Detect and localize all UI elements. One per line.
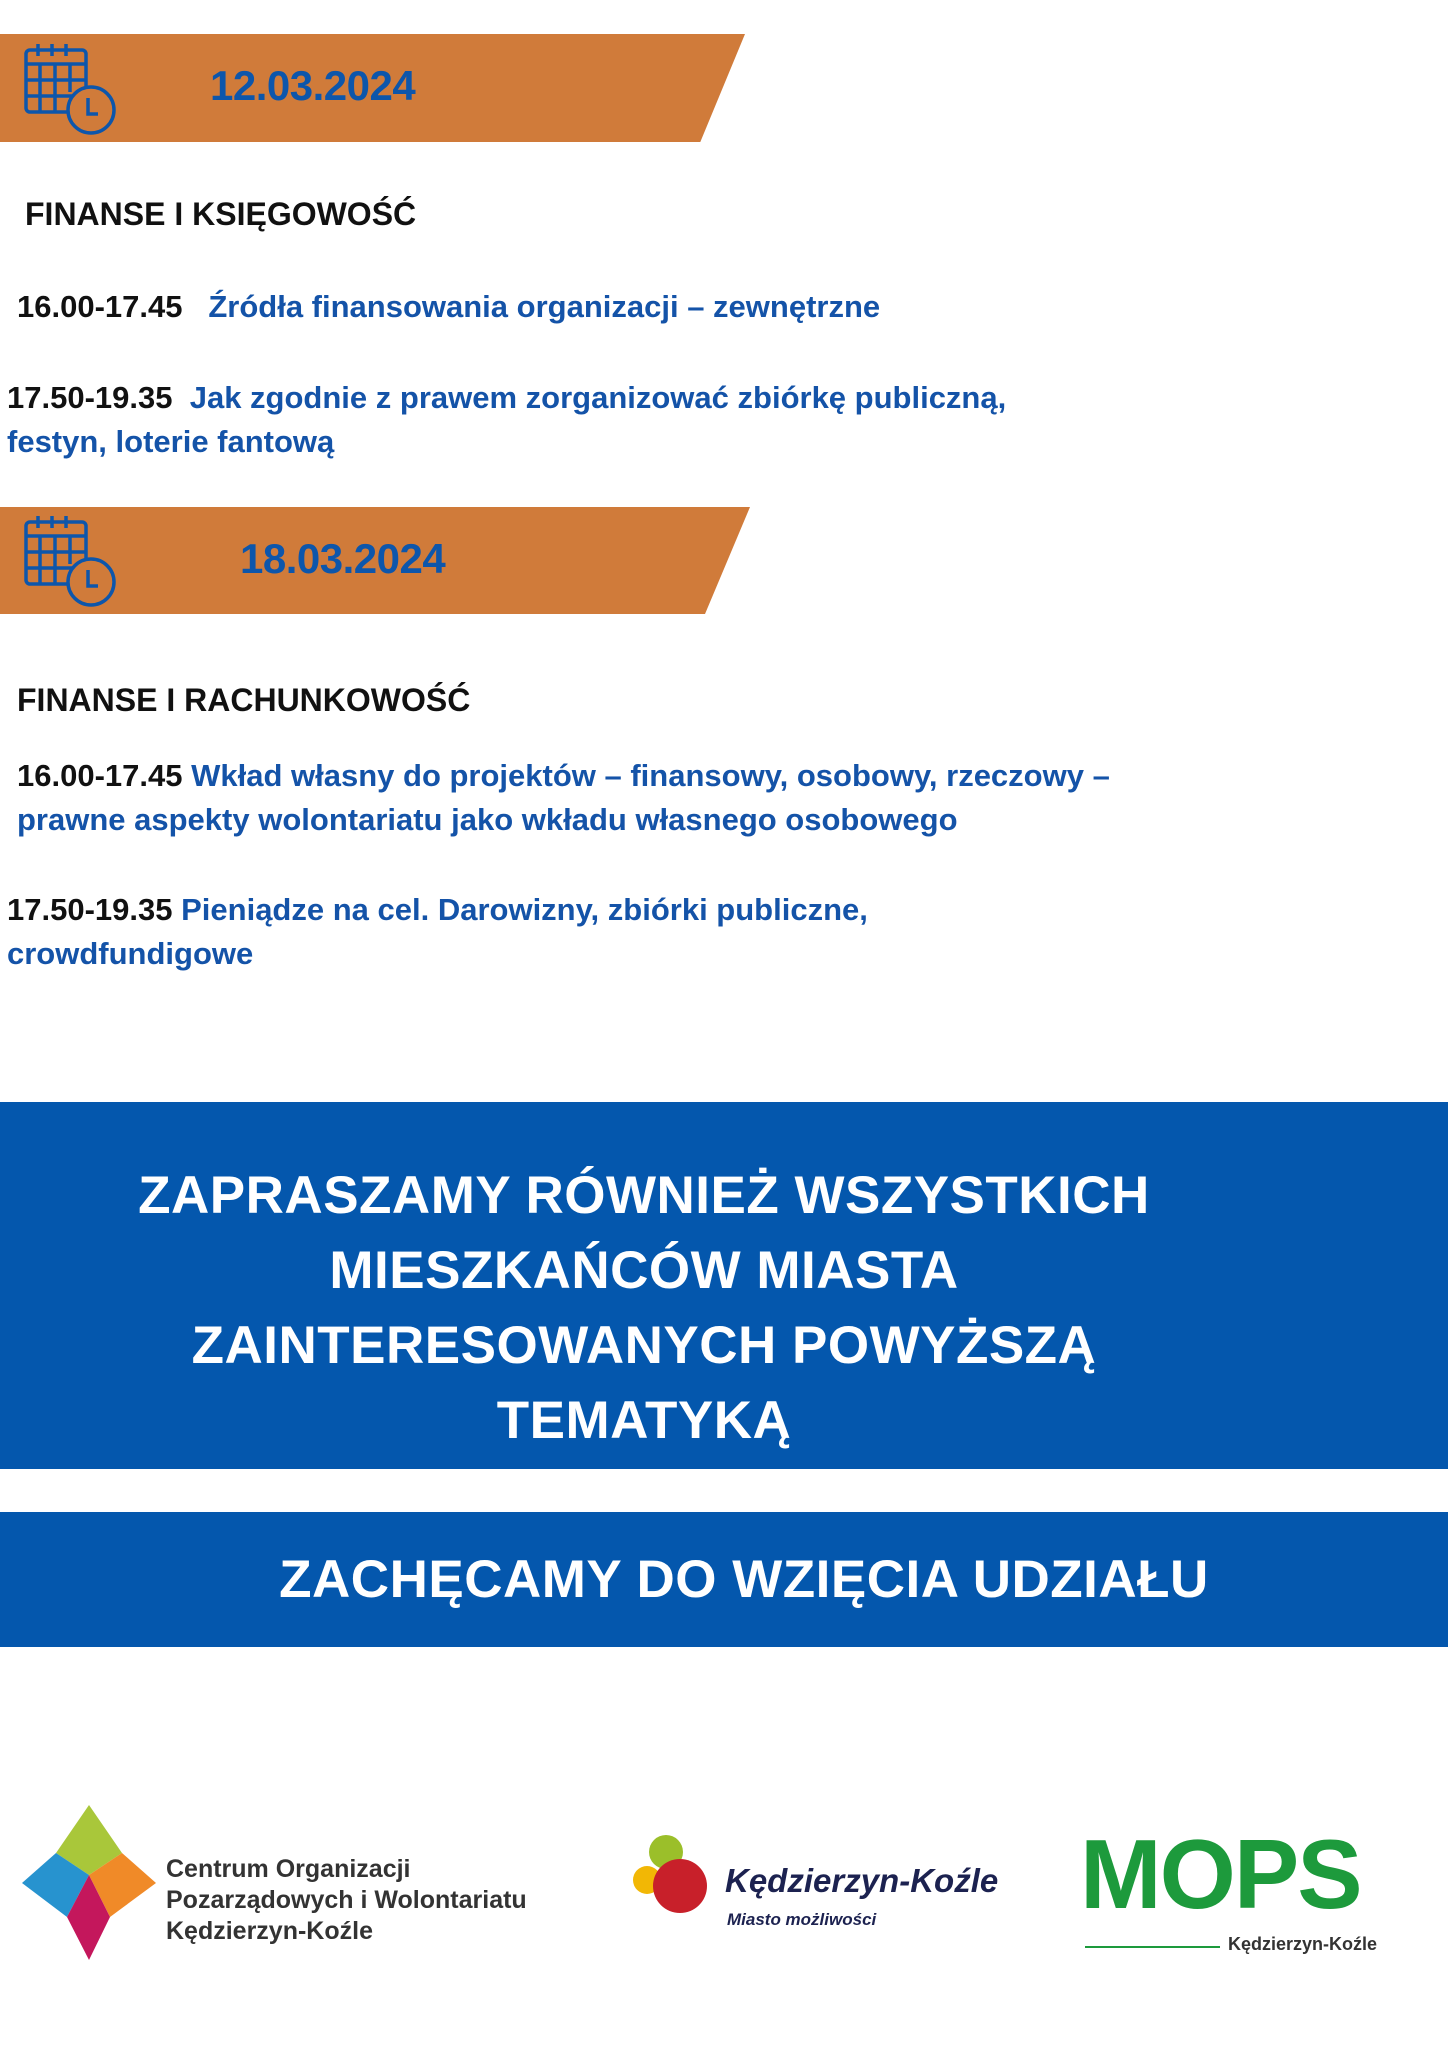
invite-line: ZAPRASZAMY RÓWNIEŻ WSZYSTKICH bbox=[138, 1166, 1150, 1225]
mops-divider bbox=[1085, 1946, 1220, 1948]
agenda-title-cont: festyn, loterie fantową bbox=[7, 424, 335, 459]
session-date: 12.03.2024 bbox=[210, 62, 416, 109]
agenda-item bbox=[7, 376, 1006, 464]
agenda-time: 16.00-17.45 bbox=[17, 289, 183, 324]
calendar-clock-icon bbox=[24, 514, 124, 608]
session-date: 18.03.2024 bbox=[240, 535, 446, 582]
cop-line: Centrum Organizacji bbox=[166, 1855, 411, 1883]
invite-line: MIESZKAŃCÓW MIASTA bbox=[329, 1241, 959, 1300]
encourage-box bbox=[0, 1512, 1448, 1647]
mops-logo-name: MOPS bbox=[1080, 1819, 1361, 1929]
agenda-title-cont: crowdfundigowe bbox=[7, 936, 254, 971]
session-heading: FINANSE I RACHUNKOWOŚĆ bbox=[17, 682, 471, 718]
city-logo-name: Kędzierzyn-Koźle bbox=[725, 1862, 999, 1899]
mops-logo-city: Kędzierzyn-Koźle bbox=[1228, 1934, 1378, 1954]
agenda-title-cont: prawne aspekty wolontariatu jako wkładu własnego osobowego bbox=[17, 802, 958, 837]
invite-box bbox=[0, 1102, 1448, 1469]
cop-line: Pozarządowych i Wolontariatu bbox=[166, 1886, 527, 1914]
agenda-item bbox=[17, 754, 1110, 842]
city-logo-icon bbox=[630, 1832, 715, 1917]
session-heading: FINANSE I KSIĘGOWOŚĆ bbox=[25, 196, 417, 232]
puzzle-logo-icon bbox=[22, 1805, 156, 1960]
agenda-time: 17.50-19.35 bbox=[7, 892, 173, 927]
agenda-item bbox=[7, 888, 868, 976]
encourage-text: ZACHĘCAMY DO WZIĘCIA UDZIAŁU bbox=[279, 1550, 1209, 1609]
calendar-clock-icon bbox=[24, 42, 124, 136]
cop-line: Kędzierzyn-Koźle bbox=[166, 1917, 373, 1945]
agenda-title: Pieniądze na cel. Darowizny, zbiórki publiczne, bbox=[181, 892, 868, 927]
agenda-item bbox=[17, 285, 880, 329]
city-logo-slogan: Miasto możliwości bbox=[727, 1910, 877, 1929]
agenda-title: Jak zgodnie z prawem zorganizować zbiórkę publiczną, bbox=[189, 380, 1007, 415]
invite-line: ZAINTERESOWANYCH POWYŻSZĄ bbox=[191, 1316, 1097, 1375]
agenda-time: 17.50-19.35 bbox=[7, 380, 173, 415]
invite-line: TEMATYKĄ bbox=[496, 1391, 792, 1450]
cop-logo-text bbox=[166, 1854, 527, 1947]
agenda-title: Wkład własny do projektów – finansowy, osobowy, rzeczowy – bbox=[191, 758, 1110, 793]
agenda-title: Źródła finansowania organizacji – zewnętrzne bbox=[208, 289, 881, 324]
agenda-time: 16.00-17.45 bbox=[17, 758, 183, 793]
